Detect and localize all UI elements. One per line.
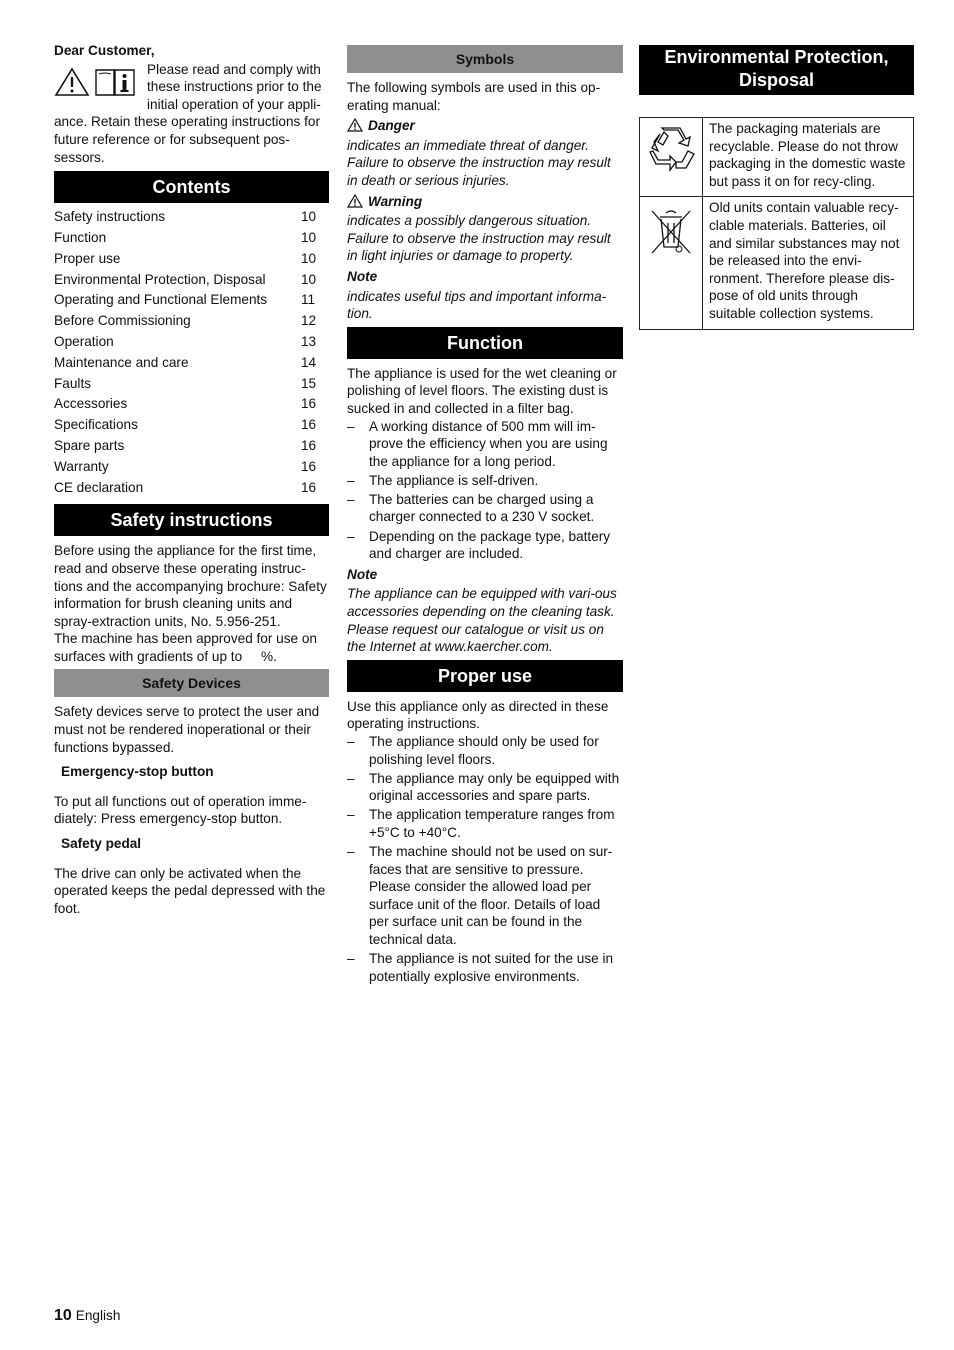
warning-label-row [347, 193, 623, 211]
list-item: – A working distance of 500 mm will im-prove the efficiency when you are using the appliance for a long period. [347, 418, 623, 471]
note-label: Note [347, 268, 378, 284]
manual-info-icon [94, 67, 136, 97]
intro-text-right: Please read and comply with these instructions prior to the initial operation of your appli- [147, 61, 322, 112]
safety-devices-heading: Safety Devices [54, 669, 329, 697]
table-row [640, 197, 914, 329]
warning-icon [54, 67, 90, 97]
toc-row[interactable]: Operation 13 [54, 333, 317, 349]
intro-block [54, 61, 329, 114]
toc-row[interactable]: Maintenance and care 14 [54, 354, 317, 370]
danger-text: indicates an immediate threat of danger. Failure to observe the instruction may result in death or serious injuries. [347, 137, 611, 188]
list-item: – The application temperature ranges from +5°C to +40°C. [347, 806, 623, 841]
greeting: Dear Customer, [54, 43, 155, 58]
estop-text: To put all functions out of operation imme-diately: Press emergency-stop button. [54, 793, 307, 827]
proper-use-list [347, 733, 623, 985]
estop-heading: Emergency-stop button [61, 764, 214, 780]
toc-row[interactable]: Warranty 16 [54, 458, 317, 474]
note-text: indicates useful tips and important informa-tion. [347, 288, 607, 322]
function-list [347, 418, 623, 563]
safety-para2: The machine has been approved for use on surfaces with gradients of up to %. [54, 631, 321, 664]
proper-use-heading: Proper use [347, 660, 623, 692]
toc-row[interactable]: Specifications 16 [54, 417, 317, 433]
page-number: 10 [54, 1307, 72, 1324]
toc-row[interactable]: Spare parts 16 [54, 437, 317, 453]
footer-language: English [75, 1308, 121, 1323]
pedal-text: The drive can only be activated when the operated keeps the pedal depressed with the foot. [54, 865, 326, 916]
toc-row[interactable]: Safety instructions 10 [54, 209, 317, 225]
pedal-heading: Safety pedal [61, 836, 142, 852]
contents-heading: Contents [54, 171, 329, 203]
symbols-heading: Symbols [347, 45, 623, 73]
intro-icons [54, 61, 147, 114]
contents-list [54, 207, 329, 498]
intro-text-rest: ance. Retain these operating instructions for future reference or for subsequent pos-sessors. [54, 114, 320, 165]
environment-heading: Environmental Protection, Disposal [639, 45, 914, 95]
column-middle [347, 45, 623, 987]
column-right [639, 45, 914, 330]
function-note-label: Note [347, 566, 378, 582]
toc-row[interactable]: Before Commissioning 12 [54, 313, 317, 329]
crossed-bin-icon [646, 203, 696, 259]
list-item: – The machine should not be used on sur-faces that are sensitive to pressure. Please consider the allowed load per surface unit of the floor. Details of load per surface unit can be found in the technical data. [347, 843, 623, 949]
toc-row[interactable]: Function 10 [54, 229, 317, 245]
warning-icon [347, 194, 363, 208]
list-item: – The appliance may only be equipped with original accessories and spare parts. [347, 770, 623, 805]
symbols-intro: The following symbols are used in this op-erating manual: [347, 80, 601, 113]
function-intro: The appliance is used for the wet cleaning or polishing of level floors. The existing dust is sucked in and collected in a filter bag. [347, 365, 617, 416]
list-item: – The batteries can be charged using a charger connected to a 230 V socket. [347, 491, 623, 526]
toc-row[interactable]: Environmental Protection, Disposal 10 [54, 271, 317, 287]
recycle-icon-cell [640, 118, 703, 197]
proper-use-intro: Use this appliance only as directed in these operating instructions. [347, 698, 609, 732]
table-row [640, 118, 914, 197]
function-heading: Function [347, 327, 623, 359]
toc-row[interactable]: CE declaration 16 [54, 479, 317, 495]
column-left [54, 42, 329, 917]
danger-icon [347, 118, 363, 132]
list-item: – The appliance should only be used for polishing level floors. [347, 733, 623, 768]
safety-para1: Before using the appliance for the first time, read and observe these operating instruc-tions and the accompanying brochure: Safety information for brush cleaning units and spray-extraction units, No. 5.956-251. [54, 543, 327, 629]
recycle-text: The packaging materials are recyclable. Please do not throw packaging in the domestic waste but pass it on for recy-cling. [703, 118, 914, 197]
danger-label: Danger [368, 118, 415, 134]
page-footer [54, 1307, 120, 1325]
warning-text: indicates a possibly dangerous situation. Failure to observe the instruction may result in light injuries or damage to property. [347, 213, 611, 264]
warning-label: Warning [368, 193, 423, 209]
disposal-text: Old units contain valuable recy-clable materials. Batteries, oil and similar substances may not be released into the envi-ronment. Therefore please dis-pose of old units through suitable collection systems. [703, 197, 914, 329]
toc-row[interactable]: Accessories 16 [54, 396, 317, 412]
toc-row[interactable]: Faults 15 [54, 375, 317, 391]
recycle-icon [644, 124, 698, 176]
function-note-text1: The appliance can be equipped with vari-ous accessories depending on the cleaning task. [347, 586, 617, 619]
function-note-text2: Please request our catalogue or visit us on the Internet at www.kaercher.com. [347, 621, 604, 655]
list-item: – The appliance is not suited for the use in potentially explosive environments. [347, 950, 623, 985]
danger-label-row [347, 117, 623, 135]
safety-devices-text: Safety devices serve to protect the user and must not be rendered inoperational or their functions bypassed. [54, 704, 320, 755]
list-item: – Depending on the package type, battery and charger are included. [347, 528, 623, 563]
safety-heading: Safety instructions [54, 504, 329, 536]
toc-row[interactable]: Proper use 10 [54, 250, 317, 266]
list-item: – The appliance is self-driven. [347, 472, 623, 490]
toc-row[interactable]: Operating and Functional Elements 11 [54, 292, 316, 308]
bin-icon-cell [640, 197, 703, 329]
environment-table [639, 117, 914, 330]
